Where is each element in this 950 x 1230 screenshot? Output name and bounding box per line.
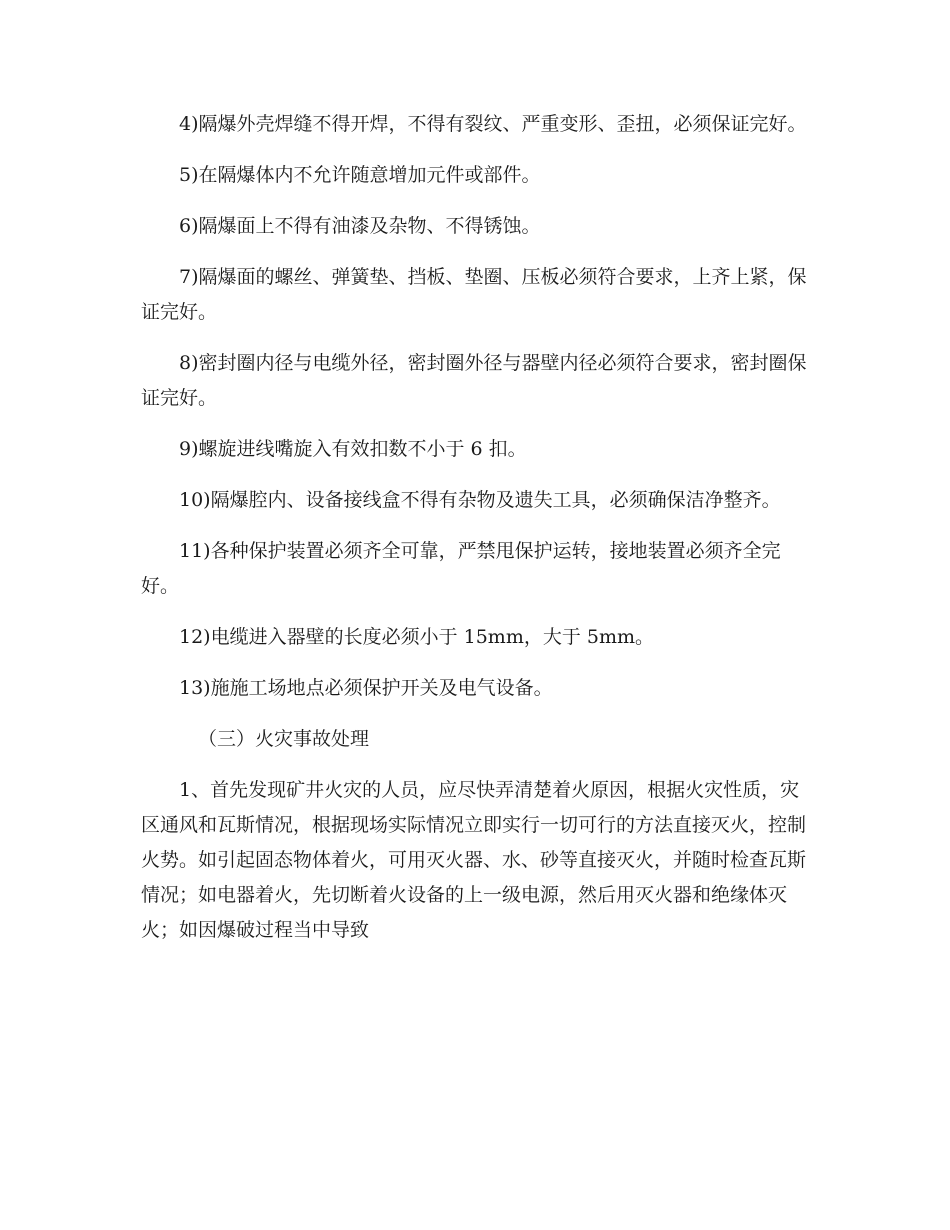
paragraph-item-9: 9)螺旋进线嘴旋入有效扣数不小于 6 扣。 <box>179 438 527 460</box>
paragraph-item-13: 13)施施工场地点必须保护开关及电气设备。 <box>179 677 553 699</box>
paragraph-item-12: 12)电缆进入器壁的长度必须小于 15mm，大于 5mm。 <box>179 626 655 648</box>
document-page <box>141 107 811 948</box>
paragraph-item-10: 10)隔爆腔内、设备接线盒不得有杂物及遗失工具，必须确保洁净整齐。 <box>179 489 781 511</box>
paragraph-item-5: 5)在隔爆体内不允许随意增加元件或部件。 <box>179 164 541 186</box>
paragraph-item-11: 11)各种保护装置必须齐全可靠，严禁甩保护运转，接地装置必须齐全完好。 <box>141 540 781 597</box>
paragraph-item-4: 4)隔爆外壳焊缝不得开焊，不得有裂纹、严重变形、歪扭，必须保证完好。 <box>179 113 807 135</box>
paragraph-item-8: 8)密封圈内径与电缆外径，密封圈外径与器壁内径必须符合要求，密封圈保证完好。 <box>141 352 807 409</box>
paragraph-fire-handling-1: 1、首先发现矿井火灾的人员，应尽快弄清楚着火原因，根据火灾性质，灾区通风和瓦斯情况，根据现场实际情况立即实行一切可行的方法直接灭火，控制火势。如引起固态物体着火，可用灭火器、水、砂等直接灭火，并随时检查瓦斯情况；如电器着火，先切断着火设备的上一级电源，然后用灭火器和绝缘体灭火；如因爆破过程当中导致 <box>141 779 807 941</box>
paragraph-item-7: 7)隔爆面的螺丝、弹簧垫、挡板、垫圈、压板必须符合要求，上齐上紧，保证完好。 <box>141 266 807 323</box>
paragraph-item-6: 6)隔爆面上不得有油漆及杂物、不得锈蚀。 <box>179 215 541 237</box>
section-heading: （三）火灾事故处理 <box>198 728 370 750</box>
